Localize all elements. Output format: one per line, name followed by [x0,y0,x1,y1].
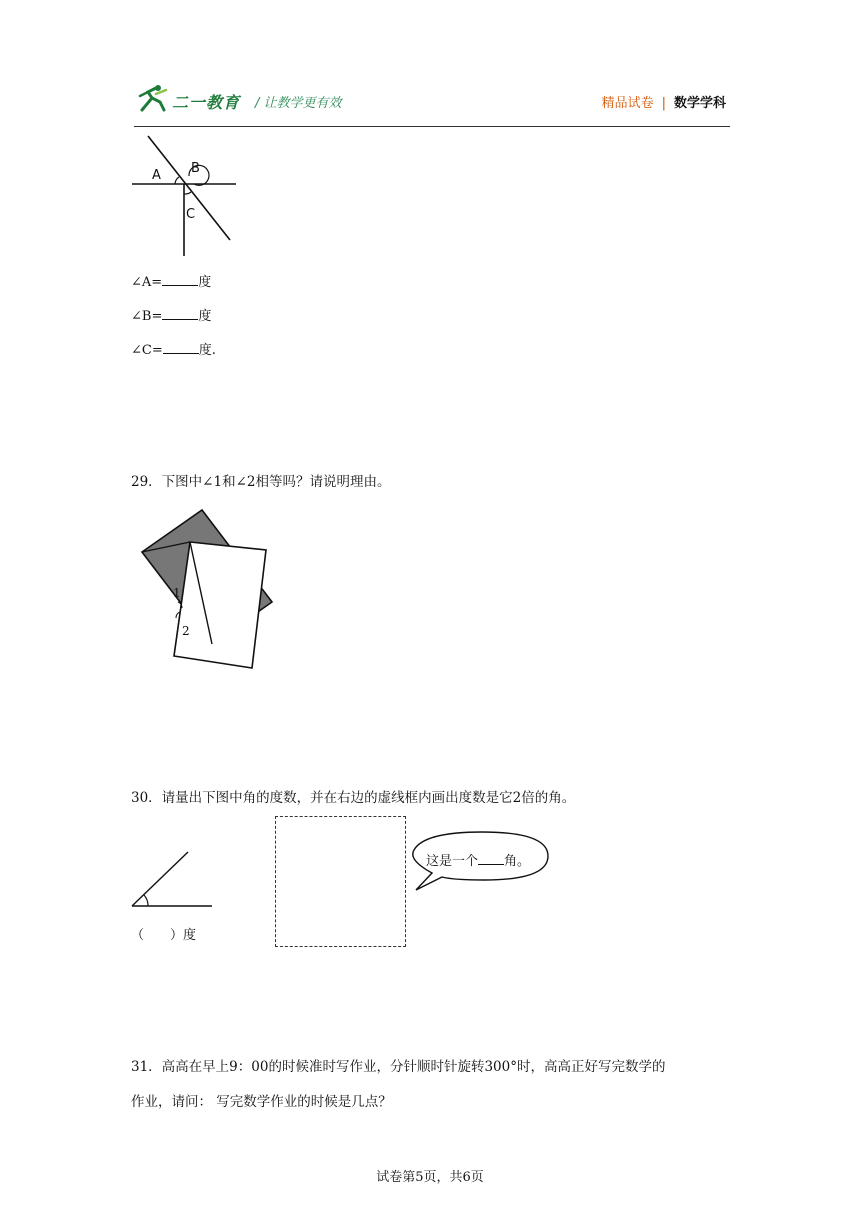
intersecting-lines-figure [128,132,240,258]
acute-angle-figure [128,848,216,912]
bubble-suffix: 角。 [504,854,531,869]
angle-a-answer [131,271,211,293]
bubble-prefix: 这是一个 [426,854,479,869]
speech-bubble-text [426,850,530,869]
angle-label-1: 1 [173,586,181,600]
angle-a-label: ∠A= [131,275,163,290]
angle-b-unit: 度 [198,309,212,324]
brand-name: 二一教育 [172,93,241,112]
header-tags [602,92,726,111]
angle-label-b: B [191,161,200,176]
question-30: 30．请量出下图中角的度数，并在右边的虚线框内画出度数是它2倍的角。 [131,790,576,806]
quality-tag: 精品试卷 [601,96,654,111]
question-31-line-2: 作业，请问： 写完数学作业的时候是几点？ [131,1094,392,1110]
drawing-area[interactable] [275,816,406,947]
overlapping-rectangles-figure [136,504,278,672]
slogan: / 让教学更有效 [255,96,342,111]
answer-blank[interactable] [162,305,198,320]
question-31-line-1: 31．高高在早上9：00的时候准时写作业，分针顺时针旋转300°时，高高正好写完数学的 [131,1059,666,1075]
angle-b-label: ∠B= [131,309,163,324]
answer-blank[interactable] [163,339,199,354]
page-footer: 试卷第5页，共6页 [376,1170,484,1185]
header-separator: | [661,96,666,111]
angle-c-unit: 度. [198,343,216,358]
angle-label-2: 2 [182,624,190,638]
answer-blank[interactable] [162,271,198,286]
angle-c-label: ∠C= [131,343,163,358]
subject-tag: 数学学科 [673,96,726,111]
angle-a-unit: 度 [198,275,212,290]
angle-label-c: C [186,207,196,222]
angle-c-answer [131,339,216,361]
degree-answer: （ ）度 [131,928,197,943]
answer-blank[interactable] [478,850,504,865]
angle-b-answer [131,305,211,327]
header-divider [134,126,730,127]
angle-label-a: A [152,168,161,183]
question-29: 29．下图中∠1和∠2相等吗？请说明理由。 [131,474,391,490]
